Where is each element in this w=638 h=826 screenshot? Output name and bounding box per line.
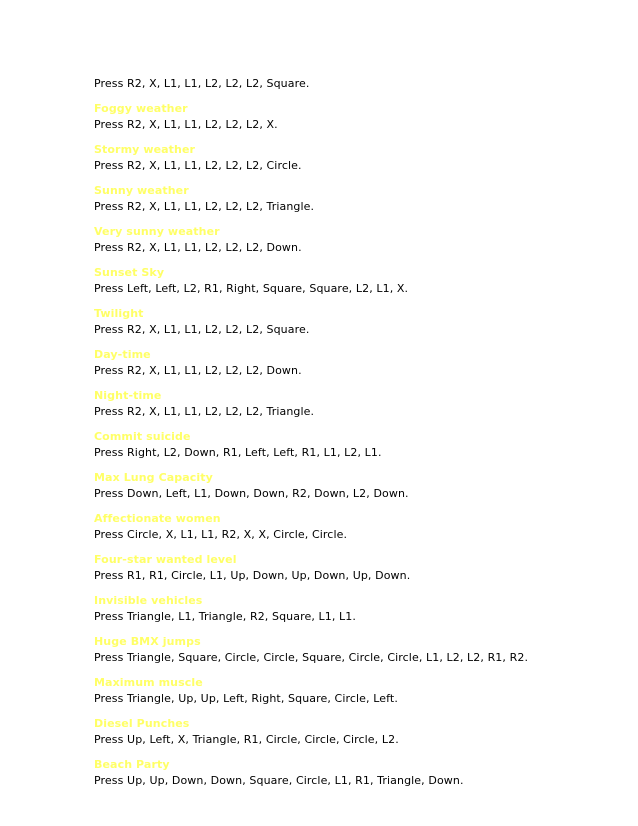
document-page — [94, 76, 614, 798]
cheat-entry — [94, 429, 614, 461]
cheat-title: Twilight — [94, 307, 144, 320]
cheat-button-sequence: Press R2, X, L1, L1, L2, L2, L2, Triangle. — [94, 200, 315, 213]
cheat-button-sequence: Press Right, L2, Down, R1, Left, Left, R1, L1, L2, L1. — [94, 446, 382, 459]
cheat-title: Invisible vehicles — [94, 594, 203, 607]
cheat-entry — [94, 306, 614, 338]
cheat-title: Beach Party — [94, 758, 170, 771]
cheat-button-sequence: Press Triangle, Up, Up, Left, Right, Square, Circle, Left. — [94, 692, 398, 705]
cheat-title: Sunny weather — [94, 184, 189, 197]
cheat-button-sequence: Press R2, X, L1, L1, L2, L2, L2, Triangle. — [94, 405, 315, 418]
cheat-entry — [94, 388, 614, 420]
cheat-entry — [94, 101, 614, 133]
cheat-entry — [94, 224, 614, 256]
cheat-entry — [94, 593, 614, 625]
cheat-entry — [94, 552, 614, 584]
cheat-button-sequence: Press Circle, X, L1, L1, R2, X, X, Circle, Circle. — [94, 528, 348, 541]
cheat-entry — [94, 757, 614, 789]
cheat-button-sequence: Press Up, Left, X, Triangle, R1, Circle, Circle, Circle, L2. — [94, 733, 399, 746]
cheat-entry — [94, 511, 614, 543]
cheat-entry — [94, 675, 614, 707]
cheat-title: Huge BMX jumps — [94, 635, 201, 648]
cheat-title: Diesel Punches — [94, 717, 190, 730]
cheat-button-sequence: Press Triangle, Square, Circle, Circle, Square, Circle, Circle, L1, L2, L2, R1, R2. — [94, 651, 529, 664]
cheat-button-sequence: Press R2, X, L1, L1, L2, L2, L2, Down. — [94, 241, 302, 254]
cheat-title: Affectionate women — [94, 512, 221, 525]
cheat-button-sequence: Press Up, Up, Down, Down, Square, Circle, L1, R1, Triangle, Down. — [94, 774, 464, 787]
cheat-title: Max Lung Capacity — [94, 471, 213, 484]
cheat-button-sequence: Press Down, Left, L1, Down, Down, R2, Down, L2, Down. — [94, 487, 409, 500]
cheat-entry — [94, 634, 614, 666]
cheat-title: Four-star wanted level — [94, 553, 237, 566]
cheat-title: Sunset Sky — [94, 266, 165, 279]
cheat-entry — [94, 347, 614, 379]
cheat-entry — [94, 265, 614, 297]
cheat-title: Foggy weather — [94, 102, 188, 115]
cheat-button-sequence: Press Triangle, L1, Triangle, R2, Square, L1, L1. — [94, 610, 356, 623]
cheat-button-sequence: Press R2, X, L1, L1, L2, L2, L2, Down. — [94, 364, 302, 377]
cheat-entry — [94, 142, 614, 174]
cheat-button-sequence: Press R1, R1, Circle, L1, Up, Down, Up, Down, Up, Down. — [94, 569, 411, 582]
cheat-entry — [94, 716, 614, 748]
cheat-button-sequence: Press R2, X, L1, L1, L2, L2, L2, Circle. — [94, 159, 302, 172]
cheat-title: Day-time — [94, 348, 151, 361]
cheat-button-sequence: Press R2, X, L1, L1, L2, L2, L2, Square. — [94, 323, 310, 336]
cheat-title: Maximum muscle — [94, 676, 203, 689]
intro-cheat-text: Press R2, X, L1, L1, L2, L2, L2, Square. — [94, 77, 310, 90]
cheat-title: Very sunny weather — [94, 225, 220, 238]
cheat-title: Stormy weather — [94, 143, 196, 156]
cheat-button-sequence: Press R2, X, L1, L1, L2, L2, L2, X. — [94, 118, 278, 131]
cheat-title: Commit suicide — [94, 430, 191, 443]
cheat-title: Night-time — [94, 389, 162, 402]
cheat-entry — [94, 183, 614, 215]
cheat-list — [94, 101, 614, 789]
cheat-entry — [94, 470, 614, 502]
cheat-button-sequence: Press Left, Left, L2, R1, Right, Square, Square, L2, L1, X. — [94, 282, 409, 295]
